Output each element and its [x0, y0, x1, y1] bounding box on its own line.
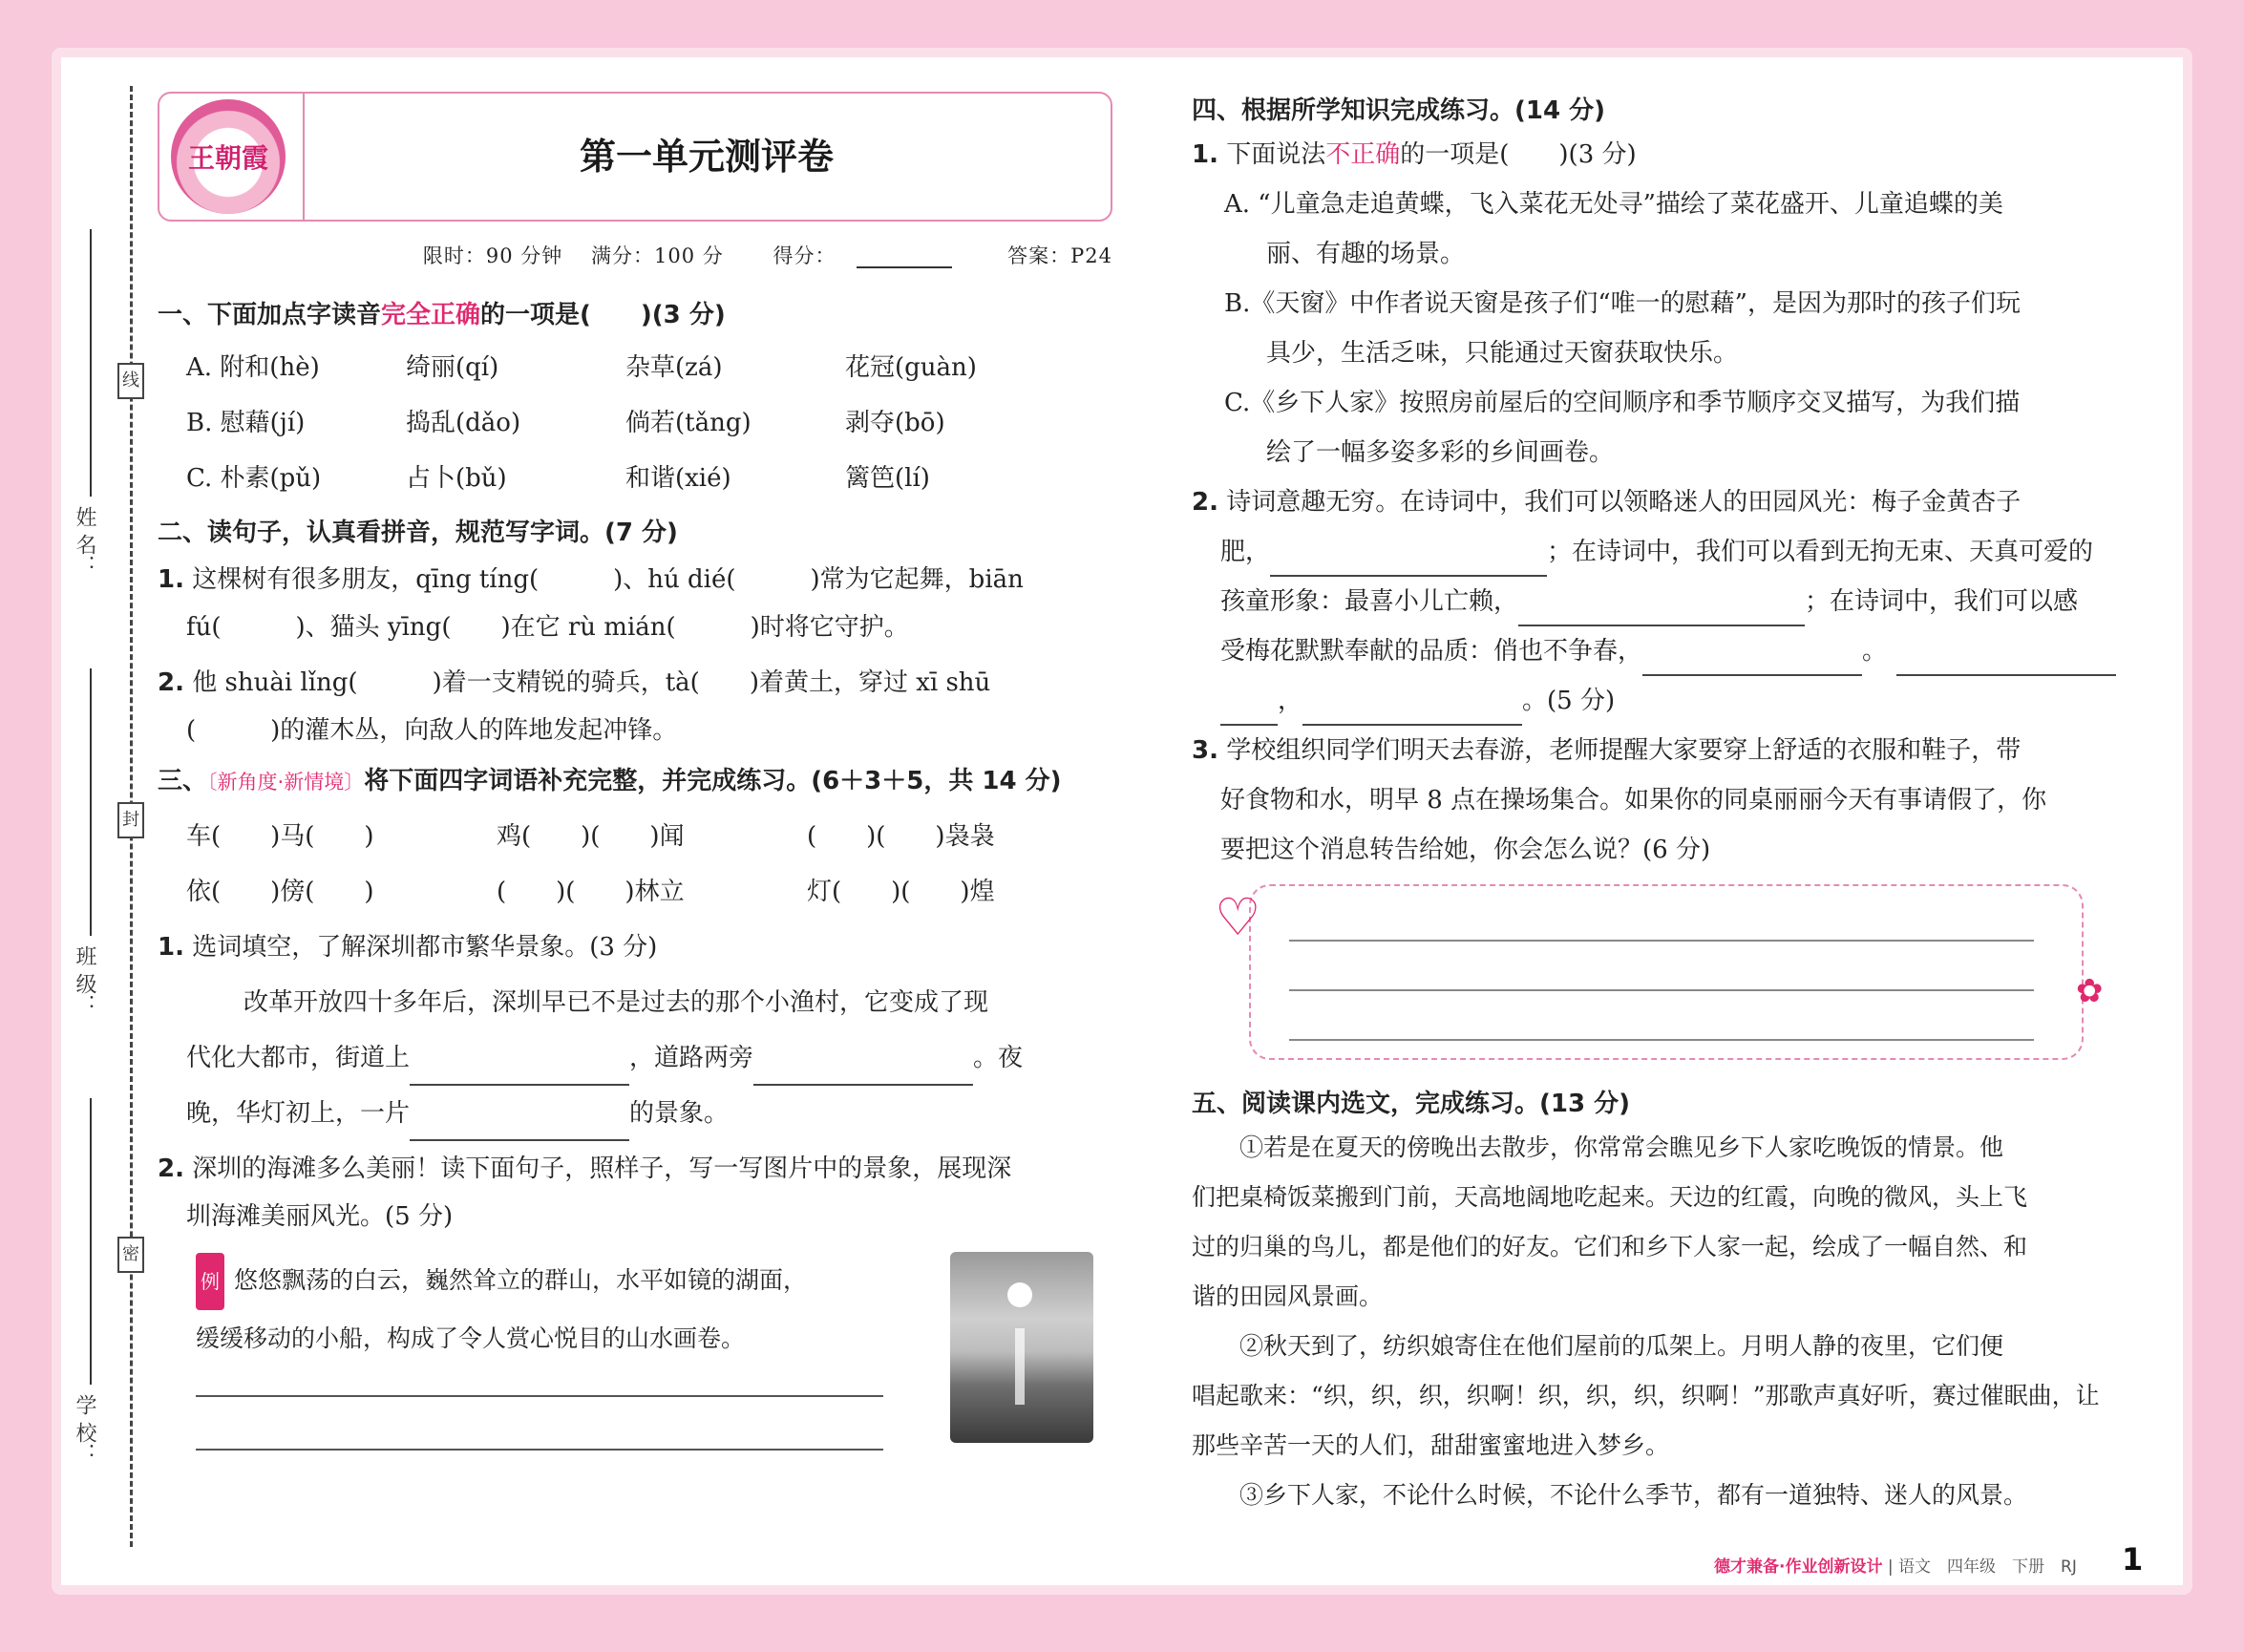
- idiom-3: ( )( )袅袅: [807, 822, 995, 851]
- p2-l1: ②秋天到了，纺织娘寄住在他们屋前的瓜架上。月明人静的夜里，它们便: [1239, 1332, 2004, 1360]
- p2-c: 。夜: [973, 1044, 1024, 1072]
- opt-a-line1: A. “儿童急走追黄蝶，飞入菜花无处寻”描绘了菜花盛开、儿童追蝶的美: [1224, 190, 2003, 219]
- sec1-title-red: 完全正确: [381, 301, 481, 329]
- new-angle-tag: 〔新角度·新情境〕: [207, 771, 365, 794]
- q2-l3a: 孩童形象：最喜小儿亡赖，: [1220, 587, 1519, 616]
- sun-reflection: [1015, 1328, 1025, 1405]
- option-b-4: 剥夺(bō): [845, 409, 945, 437]
- sec4-q2-l3: [1192, 577, 2147, 626]
- p1-l1: ①若是在夏天的傍晚出去散步，你常常会瞧见乡下人家吃晚饭的情景。他: [1239, 1133, 2004, 1161]
- option-a-4: 花冠(guàn): [845, 353, 977, 382]
- sec3-q2-line1: 深圳的海滩多么美丽！读下面句子，照样子，写一写图片中的景象，展现深: [192, 1154, 1012, 1183]
- p2-a: 代化大都市，街道上: [186, 1044, 411, 1072]
- idiom-5: ( )( )林立: [497, 878, 685, 906]
- sec4-q1-num: 1.: [1192, 140, 1218, 169]
- option-c-4: 篱笆(lí): [845, 464, 930, 493]
- heart-icon: ♡: [1215, 887, 1261, 947]
- sec4-option-b[interactable]: [1192, 279, 2147, 378]
- time-limit: 限时：90 分钟: [422, 244, 563, 267]
- fill-blank-1[interactable]: [410, 1053, 629, 1086]
- p2-l3: 那些辛苦一天的人们，甜甜蜜蜜地进入梦乡。: [1192, 1431, 1670, 1459]
- section-5-title: 五、阅读课内选文，完成练习。(13 分): [1192, 1090, 1630, 1118]
- passage-p2: [1192, 1322, 2147, 1471]
- sec4-q2-l2: [1192, 527, 2147, 577]
- opt-c-line1: C.《乡下人家》按照房前屋后的空间顺序和季节顺序交叉描写，为我们描: [1224, 389, 2021, 417]
- sec2-q2-cont: ( )的灌木丛，向敌人的阵地发起冲锋。: [186, 716, 678, 745]
- sec1-row-c[interactable]: [158, 451, 1112, 506]
- sec3-q1-p1: 改革开放四十多年后，深圳早已不是过去的那个小渔村，它变成了现: [243, 988, 989, 1017]
- passage-p3: [1192, 1471, 2147, 1520]
- option-a-1: A. 附和(hè): [186, 353, 320, 382]
- sec2-q1-line1: 这棵树有很多朋友，qīng tíng( )、hú dié( )常为它起舞，biān: [192, 565, 1024, 594]
- option-a-2: 绮丽(qí): [406, 353, 499, 382]
- idiom-row-1: [158, 809, 1112, 864]
- example-line2: 缓缓移动的小船，构成了令人赏心悦目的山水画卷。: [196, 1324, 746, 1352]
- sec4-q1-red: 不正确: [1325, 140, 1401, 169]
- answer-line-b[interactable]: [1289, 989, 2034, 991]
- section-3-title: [158, 762, 1112, 801]
- ladybug-icon: ✿: [2076, 972, 2104, 1010]
- fill-blank-3[interactable]: [410, 1109, 629, 1141]
- sec4-option-c[interactable]: [1192, 378, 2147, 477]
- section-2-title: 二、读句子，认真看拼音，规范写字词。(7 分): [158, 519, 678, 547]
- p3-a: 晚，华灯初上，一片: [186, 1099, 411, 1128]
- sec1-row-a[interactable]: [158, 340, 1112, 395]
- p1-l2: 们把桌椅饭菜搬到门前，天高地阔地吃起来。天边的红霞，向晚的微风，头上飞: [1192, 1183, 2028, 1211]
- sec4-q3-l2: 好食物和水，明早 8 点在操场集合。如果你的同桌丽丽今天有事请假了，你: [1220, 786, 2047, 815]
- sec2-q1-cont: fú( )、猫头 yīng( )在它 rù mián( )时将它守护。: [186, 613, 909, 642]
- option-b-3: 倘若(tǎng): [625, 409, 752, 437]
- option-c-3: 和谐(xié): [625, 464, 731, 493]
- answer-line-2[interactable]: [196, 1449, 883, 1451]
- answer-line-a[interactable]: [1289, 940, 2034, 942]
- school-underline[interactable]: [90, 1098, 92, 1385]
- left-column: [158, 92, 1112, 1472]
- idiom-6: 灯( )( )煌: [807, 878, 995, 906]
- opt-c-line2: 绘了一幅多姿多彩的乡间画卷。: [1266, 438, 1615, 467]
- q2-l4a: 受梅花默默奉献的品质：俏也不争春，: [1220, 637, 1643, 666]
- binding-margin: [67, 86, 143, 1547]
- poem-blank-3[interactable]: [1642, 644, 1862, 676]
- p2-b: ，道路两旁: [629, 1044, 754, 1072]
- cut-tag-top: 线: [117, 363, 144, 399]
- sec3-title-a: 三、: [158, 767, 208, 795]
- score-blank[interactable]: [857, 247, 952, 268]
- option-b-1: B. 慰藉(jí): [186, 409, 306, 437]
- poem-blank-1[interactable]: [1270, 544, 1547, 577]
- beach-photo: [950, 1252, 1093, 1443]
- sec2-q2-num: 2.: [158, 668, 184, 697]
- page-number: 1: [2122, 1541, 2144, 1578]
- example-text: [196, 1252, 950, 1367]
- q2-l2a: 肥，: [1220, 538, 1271, 566]
- page-title: 第一单元测评卷: [579, 136, 834, 178]
- poem-blank-5[interactable]: [1302, 693, 1522, 726]
- answer-ref: 答案：P24: [1007, 244, 1112, 267]
- sec2-q2-line1: 他 shuài lǐng( )着一支精锐的骑兵，tà( )着黄土，穿过 xī shū: [192, 668, 991, 697]
- footer: [1714, 1553, 2077, 1577]
- section-1-title: [158, 296, 1112, 334]
- score-label: 得分：: [773, 244, 836, 267]
- brand-logo: [171, 99, 286, 214]
- sec4-option-a[interactable]: [1192, 180, 2147, 279]
- q2-l4b: 。: [1862, 637, 1888, 666]
- school-label: 学 校：: [73, 1394, 96, 1464]
- sec4-q3-l1: 学校组织同学们明天去春游，老师提醒大家要穿上舒适的衣服和鞋子，带: [1226, 736, 2022, 765]
- p1-l4: 谐的田园风景画。: [1192, 1282, 1384, 1310]
- sec3-q2-num: 2.: [158, 1154, 184, 1183]
- example-box: [158, 1252, 1112, 1472]
- idiom-1: 车( )马( ): [186, 822, 374, 851]
- poem-blank-4b[interactable]: [1220, 693, 1278, 726]
- example-tag: 例: [196, 1253, 224, 1310]
- sec3-q1: [158, 920, 1112, 975]
- sec4-q2-l1: 诗词意趣无穷。在诗词中，我们可以领略迷人的田园风光：梅子金黄杏子: [1226, 488, 2022, 517]
- opt-a-line2: 丽、有趣的场景。: [1266, 240, 1466, 268]
- sec4-q2-l4: [1192, 626, 2147, 676]
- class-underline[interactable]: [90, 668, 92, 936]
- p3-b: 的景象。: [629, 1099, 730, 1128]
- fill-blank-2[interactable]: [753, 1053, 973, 1086]
- sec3-q1-num: 1.: [158, 933, 184, 962]
- sec3-q1-title: 选词填空，了解深圳都市繁华景象。(3 分): [192, 933, 658, 962]
- sec4-q1: [1192, 130, 2147, 180]
- idiom-row-2: [158, 864, 1112, 920]
- answer-line-1[interactable]: [196, 1395, 883, 1397]
- sec4-q3-l3: 要把这个消息转告给她，你会怎么说？(6 分): [1220, 836, 1711, 864]
- footer-info: | 语文 四年级 下册 RJ: [1887, 1557, 2077, 1577]
- logo-text: 王朝霞: [187, 142, 268, 174]
- sec4-q1-a: 下面说法: [1226, 140, 1326, 169]
- sun-icon: [1007, 1282, 1032, 1307]
- footer-brand: 德才兼备·作业创新设计: [1714, 1557, 1883, 1577]
- passage-p1: [1192, 1123, 2147, 1322]
- q2-l2b: ；在诗词中，我们可以看到无拘无束、天真可爱的: [1547, 538, 2094, 566]
- sec4-q3: [1192, 726, 2147, 775]
- sec3-q1-p2: [158, 1030, 1112, 1086]
- full-score: 满分：100 分: [591, 244, 724, 267]
- sec4-q2-l5: [1192, 676, 2147, 726]
- sec1-row-b[interactable]: [158, 395, 1112, 451]
- sec2-q1-num: 1.: [158, 565, 184, 594]
- option-c-1: C. 朴素(pǔ): [186, 464, 322, 493]
- example-line1: 悠悠飘荡的白云，巍然耸立的群山，水平如镜的湖面，: [234, 1266, 808, 1294]
- poem-blank-4[interactable]: [1896, 644, 2116, 676]
- sec1-title-a: 一、下面加点字读音: [158, 301, 382, 329]
- sec3-title-b: 将下面四字词语补充完整，并完成练习。(6＋3＋5，共 14 分): [364, 767, 1062, 795]
- option-c-2: 占卜(bǔ): [406, 464, 507, 493]
- q2-l5b: 。(5 分): [1522, 687, 1616, 715]
- poem-blank-2[interactable]: [1518, 594, 1805, 626]
- exam-meta: [158, 241, 1112, 269]
- sec1-title-b: 的一项是( )(3 分): [480, 301, 726, 329]
- sec4-q2: [1192, 477, 2147, 527]
- class-label: 班 级：: [73, 945, 96, 1015]
- sec4-q2-num: 2.: [1192, 488, 1218, 517]
- right-column: [1192, 92, 2147, 1520]
- title-box: [158, 92, 1112, 222]
- p1-l3: 过的归巢的鸟儿，都是他们的好友。它们和乡下人家一起，绘成了一幅自然、和: [1192, 1233, 2028, 1260]
- cut-tag-bot: 密: [117, 1237, 144, 1273]
- sec3-q2-cont: 圳海滩美丽风光。(5 分): [186, 1202, 454, 1231]
- cut-tag-mid: 封: [117, 802, 144, 838]
- option-a-3: 杂草(zá): [625, 353, 723, 382]
- idiom-2: 鸡( )( )闻: [497, 822, 685, 851]
- sec4-q3-num: 3.: [1192, 736, 1218, 765]
- answer-box[interactable]: [1215, 884, 2104, 1060]
- section-4-title: 四、根据所学知识完成练习。(14 分): [1192, 96, 1605, 125]
- answer-line-c[interactable]: [1289, 1039, 2034, 1041]
- p3-l1: ③乡下人家，不论什么时候，不论什么季节，都有一道独特、迷人的风景。: [1239, 1481, 2028, 1509]
- option-b-2: 捣乱(dǎo): [406, 409, 521, 437]
- opt-b-line2: 具少，生活乏味，只能通过天窗获取快乐。: [1266, 339, 1739, 368]
- sec4-q1-b: 的一项是( )(3 分): [1400, 140, 1637, 169]
- idiom-4: 依( )傍( ): [186, 878, 374, 906]
- opt-b-line1: B.《天窗》中作者说天窗是孩子们“唯一的慰藉”，是因为那时的孩子们玩: [1224, 289, 2021, 318]
- q2-l5a: ，: [1278, 687, 1303, 715]
- sec3-q1-p3: [158, 1086, 1112, 1141]
- q2-l3b: ；在诗词中，我们可以感: [1805, 587, 2079, 616]
- name-underline[interactable]: [90, 229, 92, 497]
- p2-l2: 唱起歌来：“织，织，织，织啊！织，织，织，织啊！”那歌声真好听，赛过催眠曲，让: [1192, 1382, 2100, 1409]
- name-label: 姓 名：: [73, 506, 96, 576]
